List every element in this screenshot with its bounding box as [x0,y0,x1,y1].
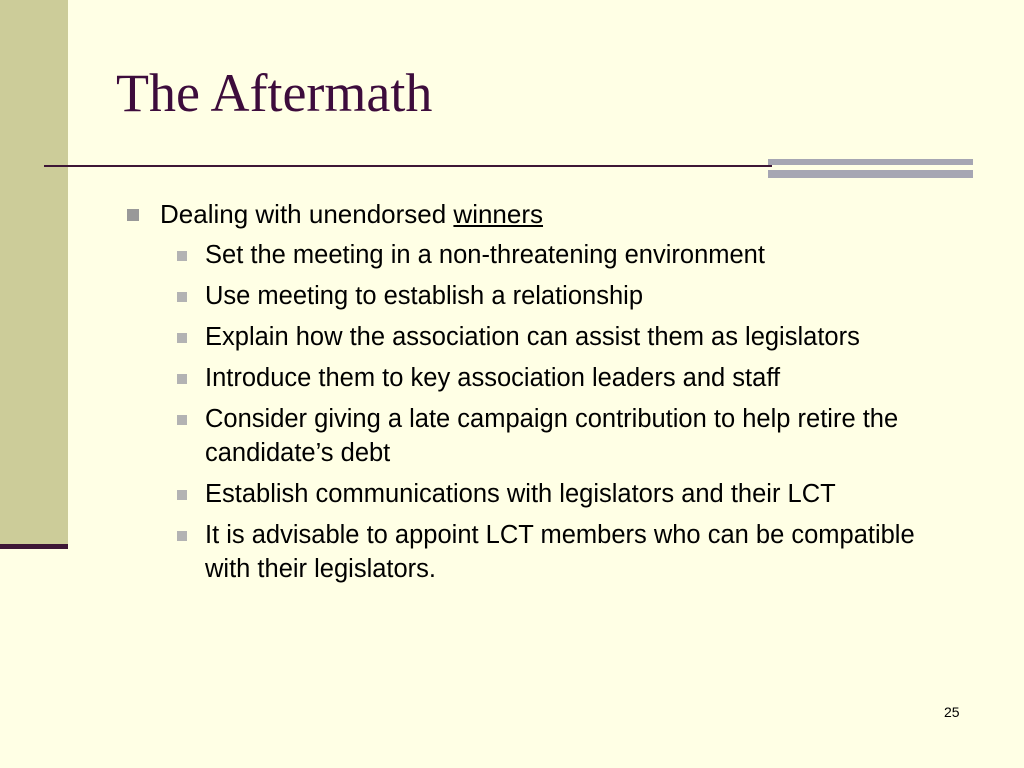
sub-bullet-item [124,238,925,272]
page-number: 25 [944,704,960,720]
left-decorative-bar [0,0,68,548]
main-bullet [124,199,954,230]
main-bullet-underlined-text: winners [453,199,544,229]
divider-accent-block-top [768,159,973,165]
title-divider-line [44,165,772,167]
sub-bullet-item [124,279,925,313]
sub-bullet-text: It is advisable to appoint LCT members who can be compatible with their legislators. [205,521,915,583]
slide-title: The Aftermath [116,63,433,123]
sub-bullet-text: Set the meeting in a non-threatening environment [205,241,765,269]
sub-bullet-text: Establish communications with legislators and their LCT [205,480,836,508]
square-bullet-icon [177,333,187,343]
left-accent-line [0,544,68,549]
sub-bullet-item [124,320,925,354]
square-bullet-icon [177,415,187,425]
sub-bullet-item [124,361,925,395]
square-bullet-icon [177,531,187,541]
sub-bullet-text: Explain how the association can assist them as legislators [205,323,860,351]
sub-bullet-item [124,402,925,470]
square-bullet-icon [177,374,187,384]
square-bullet-icon [177,251,187,261]
sub-bullet-text: Use meeting to establish a relationship [205,282,643,310]
main-bullet-text: Dealing with unendorsed [160,199,454,229]
sub-bullet-item [124,477,925,511]
slide-body [124,199,954,593]
square-bullet-icon [177,490,187,500]
divider-accent-block-bottom [768,170,973,178]
sub-bullet-list [124,238,954,586]
sub-bullet-item [124,518,925,586]
sub-bullet-text: Introduce them to key association leaders and staff [205,364,781,392]
square-bullet-icon [177,292,187,302]
square-bullet-icon [127,209,139,221]
sub-bullet-text: Consider giving a late campaign contribution to help retire the candidate’s debt [205,405,899,467]
